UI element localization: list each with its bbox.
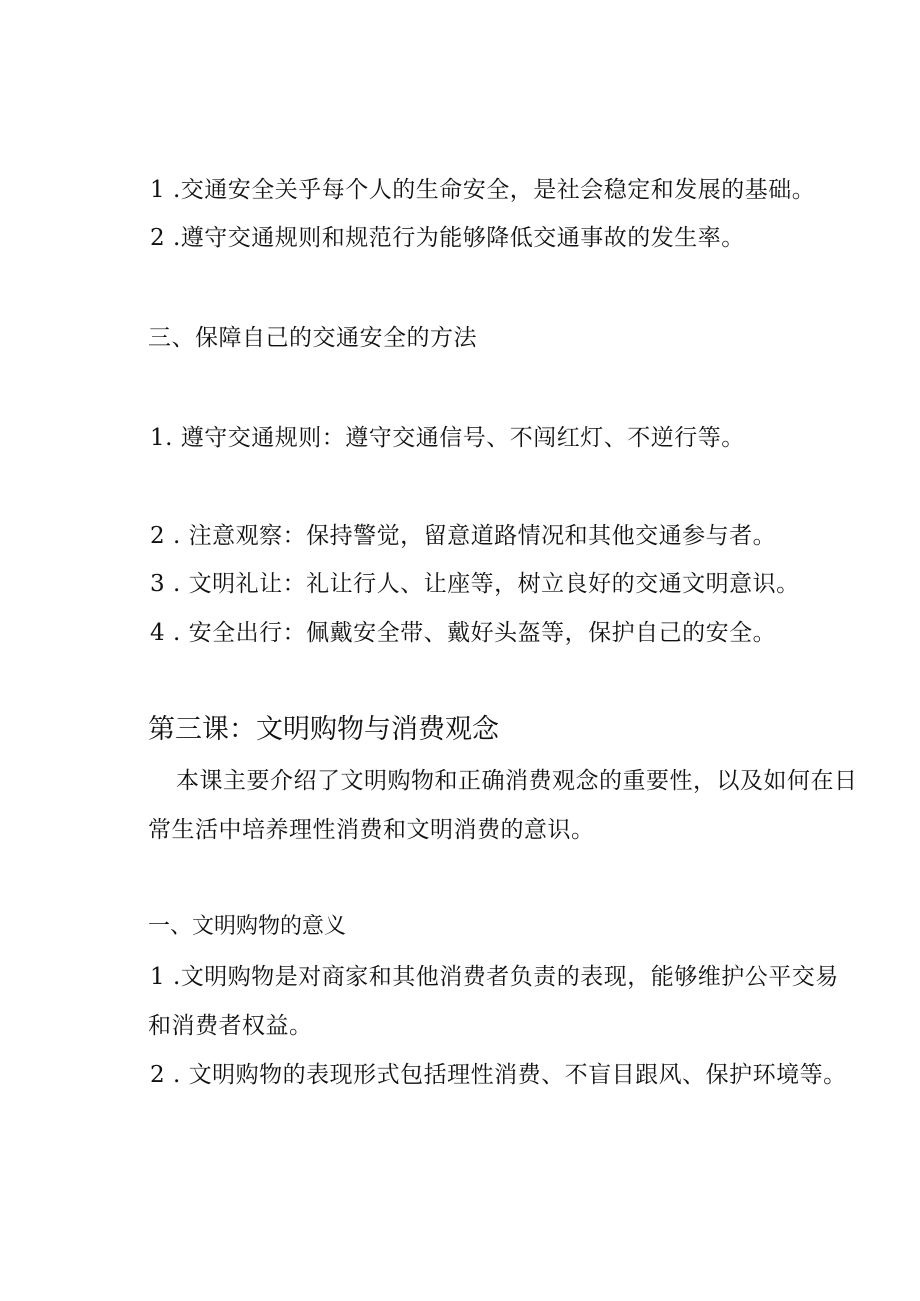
section-three-title: 三、保障自己的交通安全的方法 <box>148 325 477 351</box>
lesson-section-one-item-1-line-2: 和消费者权益。 <box>148 1013 313 1039</box>
lesson-section-one-item-2: 2 . 文明购物的表现形式包括理性消费、不盲目跟风、保护环境等。 <box>150 1062 847 1088</box>
section-three-item-1: 1. 遵守交通规则：遵守交通信号、不闯红灯、不逆行等。 <box>150 425 745 451</box>
section-three-item-4: 4 . 安全出行：佩戴安全带、戴好头盔等，保护自己的安全。 <box>150 620 777 646</box>
lesson-section-one-title: 一、文明购物的意义 <box>148 914 347 939</box>
section-three-item-2: 2 . 注意观察：保持警觉，留意道路情况和其他交通参与者。 <box>150 523 777 549</box>
section-two-item-2: 2 .遵守交通规则和规范行为能够降低交通事故的发生率。 <box>150 225 745 251</box>
lesson-intro-line-1: 本课主要介绍了文明购物和正确消费观念的重要性，以及如何在日 <box>176 768 858 794</box>
lesson-intro-line-2: 常生活中培养理性消费和文明消费的意识。 <box>148 817 595 843</box>
section-three-item-3: 3 . 文明礼让：礼让行人、让座等，树立良好的交通文明意识。 <box>150 571 800 597</box>
lesson-section-one-item-1-line-1: 1 .文明购物是对商家和其他消费者负责的表现，能够维护公平交易 <box>150 964 839 990</box>
section-two-item-1: 1 .交通安全关乎每个人的生命安全，是社会稳定和发展的基础。 <box>150 177 816 203</box>
lesson-three-title: 第三课：文明购物与消费观念 <box>148 714 499 745</box>
